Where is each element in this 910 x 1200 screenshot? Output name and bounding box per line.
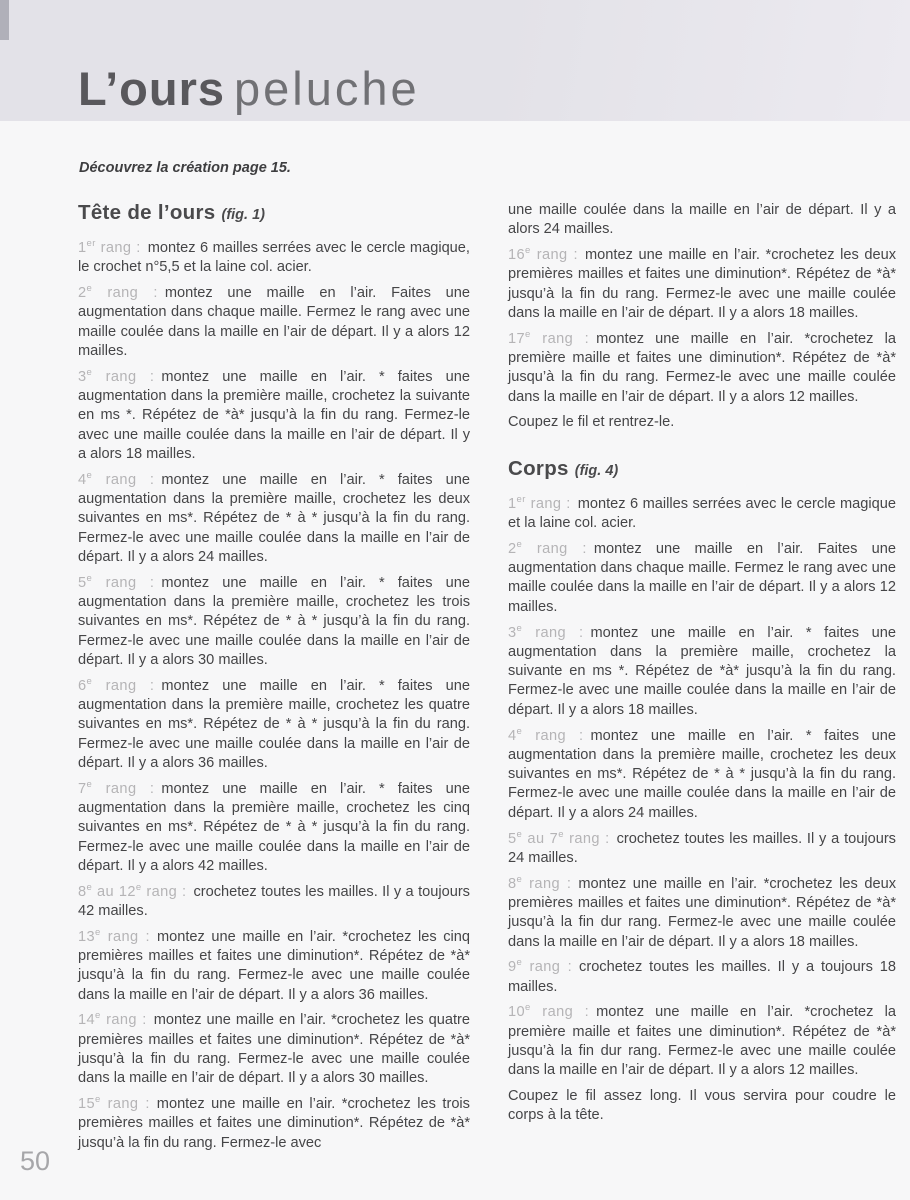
row-number-label: [78, 240, 141, 256]
row-number-label: [78, 366, 155, 385]
pattern-step: [78, 883, 470, 922]
row-number-text: rang :: [522, 624, 584, 641]
row-number-ordinal: er: [86, 238, 96, 250]
row-number-ordinal: e: [525, 328, 531, 340]
row-number-text: rang :: [525, 495, 571, 512]
row-number-label: [508, 247, 578, 263]
page-number: 50: [20, 1146, 51, 1176]
row-number-text: rang :: [100, 1012, 147, 1029]
pattern-step: [78, 677, 470, 773]
step-text: montez une maille en l’air. Faites une augmentation dans chaque maille. Fermez le rang avec une maille coulée dans la maille en l’air de départ. Il y a alors 12 mailles.: [508, 540, 896, 615]
row-number-label: [508, 622, 584, 641]
row-number-text: rang :: [563, 830, 610, 847]
row-number-text: 17: [508, 330, 526, 347]
row-number-label: [508, 725, 584, 744]
row-number-ordinal: e: [95, 1094, 101, 1106]
row-number-label: [78, 1012, 147, 1028]
section-heading-fig: (fig. 4): [574, 462, 619, 479]
row-number-text: rang :: [522, 959, 573, 976]
row-number-text: rang :: [92, 574, 155, 591]
pattern-step: [508, 1003, 896, 1080]
section-heading: [508, 457, 896, 483]
row-number-text: 7: [78, 780, 87, 797]
row-number-ordinal: e: [86, 572, 93, 584]
row-number-text: rang :: [530, 1004, 590, 1021]
step-text: montez 6 mailles serrées avec le cercle magique, le crochet n°5,5 et la laine col. acier.: [78, 240, 470, 276]
row-number-text: 16: [508, 247, 526, 264]
step-text: Coupez le fil et rentrez-le.: [508, 414, 675, 431]
step-text: Coupez le fil assez long. Il vous servira pour coudre le corps à la tête.: [508, 1088, 896, 1124]
row-number-label: [78, 881, 187, 900]
step-text: montez une maille en l’air. *crochetez les trois premières mailles et faites une diminution*. Répétez de *à* jusqu’à la fin du rang. Fermez-le avec: [78, 1096, 470, 1151]
row-number-ordinal: e: [86, 778, 93, 790]
step-text: montez une maille en l’air. Faites une augmentation dans chaque maille. Fermez le rang avec une maille coulée dans la maille en l’air de départ. Il y a alors 12 mailles.: [78, 285, 470, 359]
row-number-text: rang :: [92, 471, 155, 488]
pattern-note: [508, 413, 896, 432]
row-number-text: 8: [508, 875, 517, 892]
row-number-text: 4: [508, 727, 517, 744]
pattern-step: [508, 246, 896, 323]
step-text: une maille coulée dans la maille en l’air de départ. Il y a alors 24 mailles.: [508, 202, 896, 238]
section-heading-text: Tête de l’ours: [78, 201, 216, 224]
pattern-note: [508, 201, 896, 240]
row-number-label: [78, 675, 155, 694]
row-number-text: 14: [78, 1012, 96, 1029]
row-number-ordinal: e: [558, 828, 564, 840]
step-text: crochetez toutes les mailles. Il y a toujours 42 mailles.: [78, 883, 470, 919]
row-number-text: 1: [508, 495, 517, 512]
step-text: montez une maille en l’air. * faites une augmentation dans la première maille, crochetez la suivante en ms *. Répétez de *à* jusqu’à la fin du rang. Fermez-le avec une maille coulée dans la maille en l’air de départ. Il y a alors 18 mailles.: [78, 368, 470, 462]
pattern-step: [78, 574, 470, 670]
row-number-label: [78, 285, 158, 301]
row-number-text: 9: [508, 959, 517, 976]
row-number-text: 2: [508, 540, 517, 557]
row-number-text: 15: [78, 1096, 96, 1113]
row-number-ordinal: e: [516, 828, 523, 840]
step-text: montez une maille en l’air. *crochetez la première maille et faites une diminution*. Répétez de *à* jusqu’à la fin du rang. Fermez-le avec une maille coulée dans la maille en l’air de départ. Il y a alors 12 mailles.: [508, 330, 896, 405]
row-number-ordinal: e: [516, 873, 523, 885]
row-number-ordinal: e: [86, 881, 93, 893]
pattern-step: [508, 624, 896, 720]
row-number-text: rang :: [95, 240, 141, 256]
row-number-label: [508, 541, 587, 557]
step-text: montez une maille en l’air. *crochetez les deux premières mailles et faites une diminution*. Répétez de *à* jusqu’à la fin du rang. Fermez-le avec une maille coulée dans la maille en l’air de départ. Il y a alors 18 mailles.: [508, 247, 896, 321]
row-number-label: [78, 469, 155, 488]
row-number-ordinal: e: [86, 675, 93, 687]
pattern-step: [508, 875, 896, 952]
left-column: [78, 201, 470, 1160]
row-number-text: rang :: [141, 883, 187, 900]
row-number-ordinal: e: [86, 283, 93, 295]
pattern-step: [508, 958, 896, 997]
row-number-text: 13: [78, 928, 96, 945]
row-number-text: rang :: [92, 780, 155, 797]
pattern-step: [78, 928, 470, 1005]
pattern-step: [508, 540, 896, 617]
row-number-ordinal: e: [525, 245, 531, 257]
pattern-step: [78, 368, 470, 464]
step-text: montez 6 mailles serrées avec le cercle magique et la laine col. acier.: [508, 495, 896, 532]
section-heading-fig: (fig. 1): [221, 207, 265, 223]
row-number-text: 5: [78, 574, 87, 591]
row-number-text: rang :: [100, 928, 150, 945]
row-number-text: 5: [508, 830, 517, 847]
pattern-step: [508, 727, 896, 823]
row-number-label: [78, 778, 155, 797]
row-number-text: 1: [78, 240, 87, 256]
row-number-text: 3: [508, 624, 517, 641]
page-title: [78, 64, 420, 114]
row-number-text: 6: [78, 677, 87, 694]
row-number-ordinal: e: [516, 539, 523, 550]
row-number-ordinal: e: [95, 1010, 101, 1022]
row-number-text: rang :: [530, 247, 579, 264]
pattern-step: [508, 330, 896, 407]
step-text: montez une maille en l’air. * faites une augmentation dans la première maille, crochetez les deux suivantes en ms*. Répétez de * à * jusqu’à la fin du rang. Fermez-le avec une maille coulée dans la maille en l’air de départ. Il y a alors 24 mailles.: [78, 471, 470, 565]
row-number-ordinal: e: [86, 366, 93, 378]
row-number-text: 8: [78, 883, 87, 900]
row-number-ordinal: e: [516, 622, 523, 634]
row-number-text: 2: [78, 285, 87, 302]
row-number-ordinal: e: [135, 881, 142, 893]
pattern-step: [508, 830, 896, 869]
step-text: montez une maille en l’air. * faites une augmentation dans la première maille, crochetez les cinq suivantes en ms*. Répétez de * à * jusqu’à la fin du rang. Fermez-le avec une maille coulée dans la maille en l’air de départ. Il y a alors 42 mailles.: [78, 780, 470, 874]
page-title-light: peluche: [234, 62, 420, 115]
row-number-label: [508, 328, 590, 347]
page-title-bold: L’ours: [78, 62, 226, 115]
row-number-ordinal: e: [86, 469, 93, 481]
pattern-step: [78, 780, 470, 876]
row-number-text: rang :: [100, 1096, 150, 1113]
step-text: montez une maille en l’air. * faites une augmentation dans la première maille, crochetez les quatre suivantes en ms*. Répétez de * à * jusqu’à la fin du rang. Fermez-le avec une maille coulée dans la maille en l’air de départ. Il y a alors 36 mailles.: [78, 677, 470, 771]
row-number-text: rang :: [92, 285, 158, 302]
step-text: montez une maille en l’air. * faites une augmentation dans la première maille, crochetez les deux suivantes en ms*. Répétez de * à * jusqu’à la fin du rang. Fermez-le avec une maille coulée dans la maille en l’air de départ. Il y a alors 24 mailles.: [508, 727, 896, 821]
row-number-text: rang :: [92, 368, 155, 385]
row-number-ordinal: e: [516, 957, 523, 969]
pattern-step: [78, 239, 470, 278]
row-number-text: rang :: [522, 727, 584, 744]
pattern-step: [78, 1011, 470, 1088]
section-heading: [78, 201, 470, 227]
step-text: montez une maille en l’air. * faites une augmentation dans la première maille, crochetez les trois suivantes en ms*. Répétez de * à * jusqu’à la fin du rang. Fermez-le avec une maille coulée dans la maille en l’air de départ. Il y a alors 30 mailles.: [78, 574, 470, 668]
row-number-label: [508, 828, 610, 847]
row-number-label: [78, 1096, 150, 1112]
row-number-ordinal: e: [525, 1002, 531, 1014]
pattern-step: [78, 1095, 470, 1153]
row-number-text: rang :: [92, 677, 155, 694]
pattern-step: [78, 471, 470, 567]
row-number-ordinal: e: [516, 725, 523, 737]
row-number-ordinal: e: [95, 926, 101, 938]
row-number-label: [508, 959, 572, 975]
row-number-text: 10: [508, 1004, 526, 1021]
row-number-text: rang :: [522, 540, 587, 557]
step-text: montez une maille en l’air. *crochetez les deux premières mailles et faites une diminution*. Répétez de *à* jusqu’à la fin dur rang. Fermez-le avec une maille coulée dans la maille en l’air de départ. Il y a alors 18 mailles.: [508, 875, 896, 950]
scan-artifact: [0, 0, 9, 40]
row-number-text: rang :: [522, 875, 572, 892]
step-text: montez une maille en l’air. *crochetez les quatre premières mailles et faites une diminution*. Répétez de *à* jusqu’à la fin du rang. Fermez-le avec une maille coulée dans la maille en l’air de départ. Il y a alors 30 mailles.: [78, 1012, 470, 1087]
pattern-note: [508, 1087, 896, 1126]
step-text: montez une maille en l’air. * faites une augmentation dans la première maille, crochetez la suivante en ms *. Répétez de *à* jusqu’à la fin du rang. Fermez-le avec une maille coulée dans la maille en l’air de départ. Il y a alors 18 mailles.: [508, 624, 896, 718]
pattern-step: [508, 495, 896, 534]
row-number-text: 4: [78, 471, 87, 488]
row-number-text: 3: [78, 368, 87, 385]
step-text: montez une maille en l’air. *crochetez les cinq premières mailles et faites une diminution*. Répétez de *à* jusqu’à la fin du rang. Fermez-le avec une maille coulée dans la maille en l’air de départ. Il y a alors 36 mailles.: [78, 928, 470, 1003]
row-number-label: [508, 493, 571, 512]
row-number-label: [508, 873, 572, 892]
row-number-label: [78, 572, 155, 591]
row-number-text: au 7: [522, 830, 559, 847]
step-text: montez une maille en l’air. *crochetez la première maille et faites une diminution*. Répétez de *à* jusqu’à la fin dur rang. Fermez-le avec une maille coulée dans la maille en l’air de départ. Il y a alors 12 mailles.: [508, 1004, 896, 1079]
step-text: crochetez toutes les mailles. Il y a toujours 18 mailles.: [508, 959, 896, 995]
row-number-label: [508, 1004, 589, 1020]
row-number-text: rang :: [530, 330, 590, 347]
step-text: crochetez toutes les mailles. Il y a toujours 24 mailles.: [508, 830, 896, 866]
intro-note: Découvrez la création page 15.: [79, 160, 291, 176]
pattern-step: [78, 284, 470, 361]
section-heading-text: Corps: [508, 456, 569, 480]
row-number-label: [78, 926, 150, 945]
row-number-text: au 12: [92, 883, 136, 900]
right-column: [508, 201, 896, 1132]
row-number-ordinal: er: [516, 493, 526, 505]
